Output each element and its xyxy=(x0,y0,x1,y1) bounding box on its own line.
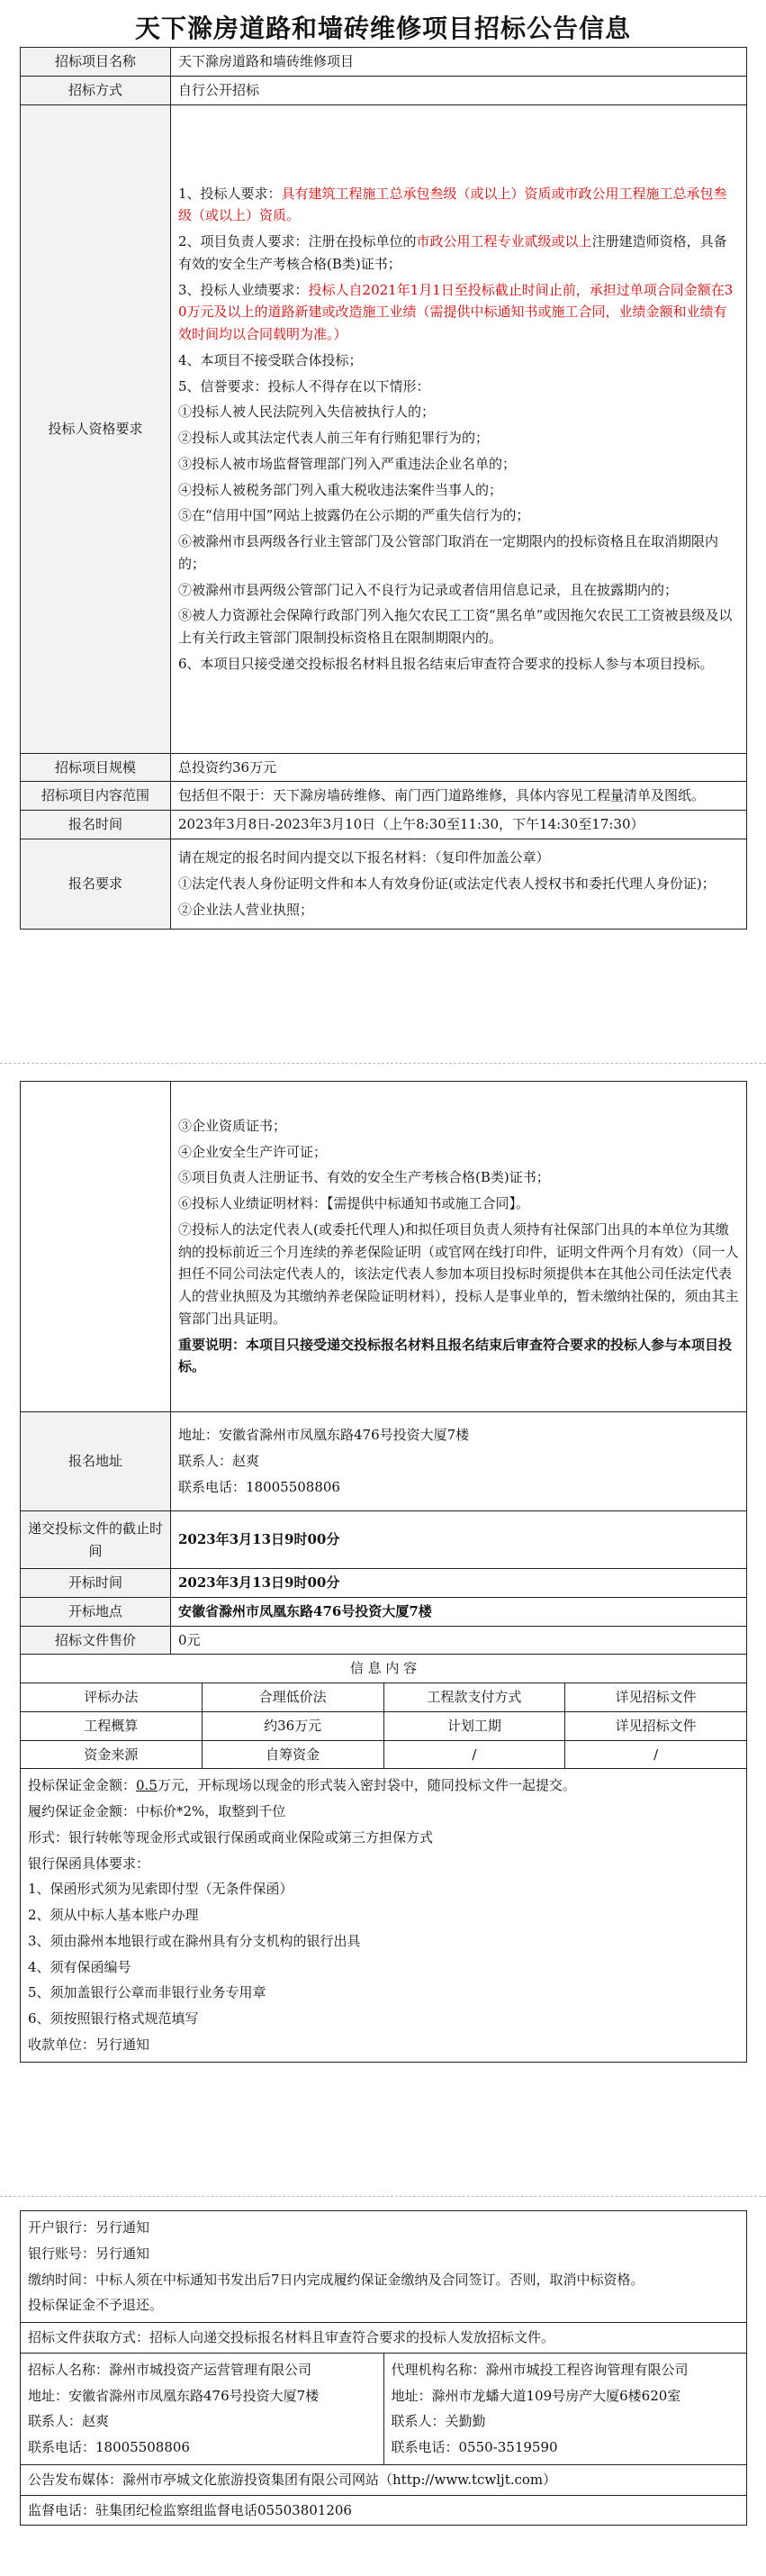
credit-item-1: ①投标人被人民法院列入失信被执行人的； xyxy=(178,404,436,421)
info-cell: 资金来源 xyxy=(21,1740,203,1769)
info-cell: 评标办法 xyxy=(21,1683,203,1712)
supervise-phone: 监督电话：驻集团纪检监察组监督电话05503801206 xyxy=(21,2495,747,2526)
qual-3-lead: 3、投标人业绩要求： xyxy=(178,281,309,298)
qual-6: 6、本项目只接受递交投标报名材料且报名结束后审查符合要求的投标人参与本项目投标。 xyxy=(178,655,714,672)
info-cell: 约36万元 xyxy=(202,1711,383,1740)
qual-1-lead: 1、投标人要求： xyxy=(178,185,282,202)
parties-table xyxy=(20,2353,747,2526)
info-cell: 详见招标文件 xyxy=(565,1711,747,1740)
bond-line-2: 履约保证金金额：中标价*2%，取整到千位 xyxy=(28,1803,286,1819)
page-3 xyxy=(20,2210,747,2526)
bank-content xyxy=(21,2211,747,2323)
bond-req-4: 4、须有保函编号 xyxy=(28,1958,131,1975)
materials-intro: 请在规定的报名时间内提交以下报名材料：（复印件加盖公章） xyxy=(178,849,550,866)
info-cell: 工程款支付方式 xyxy=(383,1683,565,1712)
deadline-label: 递交投标文件的截止时间 xyxy=(21,1511,171,1569)
bond-lead: 投标保证金金额： xyxy=(28,1777,137,1794)
qualification-label: 投标人资格要求 xyxy=(21,104,171,753)
qual-1-text: 具有建筑工程施工总承包叁级（或以上）资质或市政公用工程施工总承包叁级（或以上）资质。 xyxy=(178,185,727,224)
material-4: ④企业安全生产许可证； xyxy=(178,1143,328,1160)
bond-req-3: 3、须由滁州本地银行或在滁州具有分支机构的银行出具 xyxy=(28,1932,361,1949)
page-break xyxy=(0,1063,766,1076)
scale-label: 招标项目规模 xyxy=(21,753,171,782)
open-time-value: 2023年3月13日9时00分 xyxy=(171,1569,747,1598)
bank-name: 开户银行：另行通知 xyxy=(28,2219,150,2236)
material-5: ⑤项目负责人注册证书、有效的安全生产考核合格(B类)证书； xyxy=(178,1169,550,1186)
bond-req-6: 6、须按照银行格式规范填写 xyxy=(28,2010,199,2027)
bond-table xyxy=(20,1768,747,2062)
address-content xyxy=(171,1412,747,1511)
tender-table-part1 xyxy=(20,47,747,930)
material-6: ⑥投标人业绩证明材料：【需提供中标通知书或施工合同】。 xyxy=(178,1195,530,1212)
project-name-label: 招标项目名称 xyxy=(21,48,171,77)
info-header: 信 息 内 容 xyxy=(21,1655,747,1683)
address-line: 地址：安徽省滁州市凤凰东路476号投资大厦7楼 xyxy=(178,1427,470,1444)
material-7: ⑦投标人的法定代表人(或委托代理人)和拟任项目负责人须持有社保部门出具的本单位为其缴纳的投标前近三个月连续的养老保险证明（或官网在线打印件，证明文件两个月有效）（同一人担任不同公司法定代表人的，该法定代表人参加本项目投标时须提供本在其他公司任法定代表人的营业执照及为其缴纳养老保险证明材料），投标人是事业单的，暂未缴纳社保的，须由其主管部门出具证明。 xyxy=(178,1220,739,1327)
publish-media: 公告发布媒体：滁州市亭城文化旅游投资集团有限公司网站（http://www.tcwljt.com） xyxy=(21,2464,747,2495)
credit-item-5: ⑤在“信用中国”网站上披露仍在公示期的严重失信行为的； xyxy=(178,507,530,524)
bank-account: 银行账号：另行通知 xyxy=(28,2245,150,2262)
info-cell: 详见招标文件 xyxy=(565,1683,747,1712)
bond-req-2: 2、须从中标人基本账户办理 xyxy=(28,1907,199,1923)
bond-receiver: 收款单位：另行通知 xyxy=(28,2036,150,2053)
time-value: 2023年3月8日-2023年3月10日（上午8:30至11:30，下午14:30至17:30） xyxy=(171,811,747,839)
qual-4: 4、本项目不接受联合体投标； xyxy=(178,351,363,368)
agent-info xyxy=(383,2353,747,2464)
material-1: ①法定代表人身份证明文件和本人有效身份证(或法定代表人授权书和委托代理人身份证)； xyxy=(178,875,716,892)
scope-label: 招标项目内容范围 xyxy=(21,782,171,811)
address-phone: 联系电话：18005508806 xyxy=(178,1478,340,1495)
owner-name: 招标人名称：滁州市城投资产运营管理有限公司 xyxy=(28,2361,312,2378)
method-value: 自行公开招标 xyxy=(171,76,747,104)
agent-name: 代理机构名称：滁州市城投工程咨询管理有限公司 xyxy=(391,2361,689,2378)
qual-2-tail: 注册建造师资格，具备有效的安全生产考核合格(B类)证书； xyxy=(178,233,727,272)
info-cell: 计划工期 xyxy=(383,1711,565,1740)
qual-2-grade: 市政公用工程专业贰级或以上 xyxy=(416,233,592,249)
deadline-value: 2023年3月13日9时00分 xyxy=(171,1511,747,1569)
info-cell: / xyxy=(565,1740,747,1769)
materials-label: 报名要求 xyxy=(21,839,171,929)
bond-line-4: 银行保函具体要求： xyxy=(28,1855,150,1872)
agent-contact: 联系人：关勤勤 xyxy=(391,2413,486,2430)
method-label: 招标方式 xyxy=(21,76,171,104)
info-table xyxy=(20,1654,747,1769)
page-1 xyxy=(20,47,747,930)
open-time-label: 开标时间 xyxy=(21,1569,171,1598)
payment-time: 缴纳时间：中标人须在中标通知书发出后7日内完成履约保证金缴纳及合同签订。否则，取消中标资格。 xyxy=(28,2271,644,2288)
price-value: 0元 xyxy=(171,1626,747,1655)
credit-item-2: ②投标人或其法定代表人前三年有行贿犯罪行为的； xyxy=(178,430,490,446)
credit-item-7: ⑦被滁州市县两级公管部门记入不良行为记录或者信用信息记录，且在披露期内的； xyxy=(178,581,679,598)
bank-table xyxy=(20,2210,747,2354)
agent-phone: 联系电话：0550-3519590 xyxy=(391,2439,558,2455)
agent-address: 地址：滁州市龙蟠大道109号房产大厦6楼620室 xyxy=(391,2387,681,2404)
materials-first xyxy=(171,839,747,929)
bond-no-refund: 投标保证金不予退还。 xyxy=(28,2297,164,2314)
materials-label-continued xyxy=(21,1082,171,1412)
credit-item-6: ⑥被滁州市县两级各行业主管部门及公管部门取消在一定期限内的投标资格且在取消期限内的； xyxy=(178,533,719,572)
get-doc: 招标文件获取方式：招标人向递交投标报名材料且审查符合要求的投标人发放招标文件。 xyxy=(21,2323,747,2354)
info-cell: 合理低价法 xyxy=(202,1683,383,1712)
scope-value: 包括但不限于：天下滁房墙砖维修、南门西门道路维修，具体内容见工程量清单及图纸。 xyxy=(171,782,747,811)
bond-tail: 万元，开标现场以现金的形式装入密封袋中，随同投标文件一起提交。 xyxy=(157,1777,576,1794)
bond-line-3: 形式：银行转帐等现金形式或银行保函或商业保险或第三方担保方式 xyxy=(28,1828,434,1846)
info-cell: / xyxy=(383,1740,565,1769)
info-cell: 工程概算 xyxy=(21,1711,203,1740)
qualification-content xyxy=(171,104,747,753)
owner-contact: 联系人：赵爽 xyxy=(28,2413,110,2430)
materials-continued xyxy=(171,1082,747,1412)
document-title: 天下滁房道路和墙砖维修项目招标公告信息 xyxy=(134,14,631,43)
credit-item-4: ④投标人被税务部门列入重大税收违法案件当事人的； xyxy=(178,481,503,498)
materials-important: 重要说明：本项目只接受递交投标报名材料且报名结束后审查符合要求的投标人参与本项目投标。 xyxy=(178,1336,733,1375)
price-label: 招标文件售价 xyxy=(21,1626,171,1655)
owner-phone: 联系电话：18005508806 xyxy=(28,2439,190,2455)
credit-item-3: ③投标人被市场监督管理部门列入严重违法企业名单的； xyxy=(178,455,517,472)
owner-address: 地址：安徽省滁州市凤凰东路476号投资大厦7楼 xyxy=(28,2387,320,2404)
material-2: ②企业法人营业执照； xyxy=(178,901,314,918)
qual-2-lead: 2、项目负责人要求：注册在投标单位的 xyxy=(178,233,417,249)
page-break xyxy=(0,2196,766,2209)
qual-5: 5、信誉要求：投标人不得存在以下情形： xyxy=(178,377,430,395)
tender-table-part2 xyxy=(20,1081,747,1655)
open-place-label: 开标地点 xyxy=(21,1597,171,1626)
bond-req-5: 5、须加盖银行公章而非银行业务专用章 xyxy=(28,1984,266,2001)
project-name-value: 天下滁房道路和墙砖维修项目 xyxy=(171,48,747,77)
qual-3-text: 投标人自2021年1月1日至投标截止时间止前，承担过单项合同金额在30万元及以上的道路新建或改造施工业绩（需提供中标通知书或施工合同，业绩金额和业绩有效时间均以合同载明为准。） xyxy=(178,281,734,342)
credit-item-8: ⑧被人力资源社会保障行政部门列入拖欠农民工工资“黑名单”或因拖欠农民工工资被县级及以上有关行政主管部门限制投标资格且在限制期限内的。 xyxy=(178,607,733,646)
bond-req-1: 1、保函形式须为见索即付型（无条件保函） xyxy=(28,1881,293,1898)
open-place-value: 安徽省滁州市凤凰东路476号投资大厦7楼 xyxy=(171,1597,747,1626)
bond-amount: 0.5 xyxy=(136,1777,158,1794)
page-2 xyxy=(20,1081,747,2063)
address-contact: 联系人：赵爽 xyxy=(178,1453,260,1470)
info-cell: 自筹资金 xyxy=(202,1740,383,1769)
address-label: 报名地址 xyxy=(21,1412,171,1511)
bond-content xyxy=(21,1769,747,2062)
scale-value: 总投资约36万元 xyxy=(171,753,747,782)
time-label: 报名时间 xyxy=(21,811,171,839)
owner-info xyxy=(21,2353,384,2464)
material-3: ③企业资质证书； xyxy=(178,1117,287,1134)
